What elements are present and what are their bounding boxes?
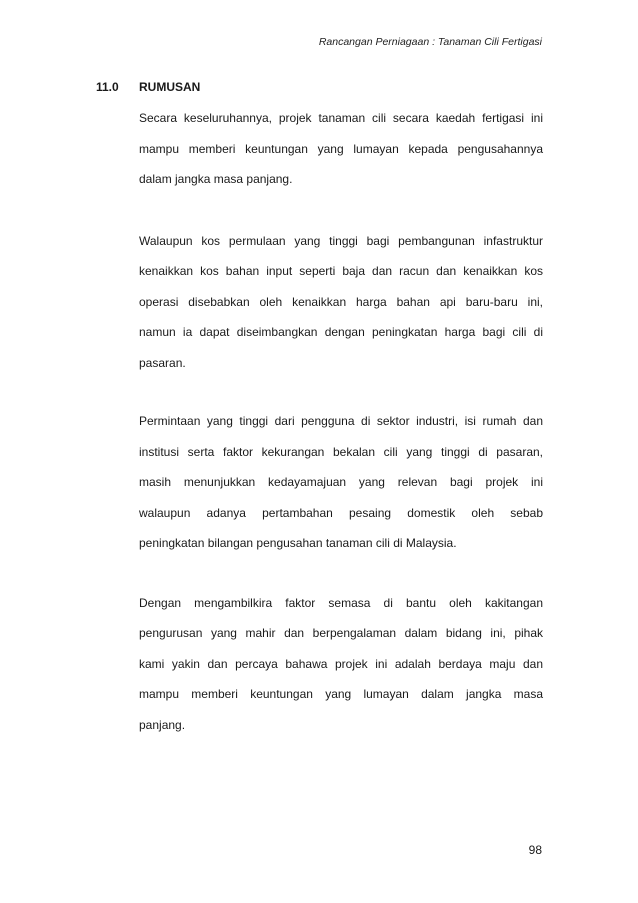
text-line: kenaikkan kos bahan input seperti baja dan racun dan kenaikkan kos bbox=[139, 264, 543, 278]
section-number: 11.0 bbox=[96, 80, 119, 94]
text-line: Walaupun kos permulaan yang tinggi bagi pembangunan infastruktur bbox=[139, 233, 543, 248]
text-line: Permintaan yang tinggi dari pengguna di sektor industri, isi rumah dan bbox=[139, 414, 543, 428]
text-line: masih menunjukkan kedayamajuan yang relevan bagi projek ini bbox=[139, 475, 543, 489]
text-line: pengurusan yang mahir dan berpengalaman dalam bidang ini, pihak bbox=[139, 626, 543, 640]
paragraph bbox=[139, 103, 543, 195]
text-line: peningkatan bilangan pengusahan tanaman cili di Malaysia. bbox=[139, 536, 457, 550]
text-line: mampu memberi keuntungan yang lumayan kepada pengusahannya bbox=[139, 141, 543, 156]
paragraph bbox=[139, 226, 543, 379]
section-title: RUMUSAN bbox=[139, 80, 201, 94]
paragraph bbox=[139, 406, 543, 559]
paragraph bbox=[139, 588, 543, 741]
text-line: dalam jangka masa panjang. bbox=[139, 172, 293, 186]
text-line: walaupun adanya pertambahan pesaing domestik oleh sebab bbox=[139, 505, 543, 520]
text-line: mampu memberi keuntungan yang lumayan dalam jangka masa bbox=[139, 687, 543, 701]
text-line: Dengan mengambilkira faktor semasa di bantu oleh kakitangan bbox=[139, 595, 543, 610]
running-header: Rancangan Perniagaan : Tanaman Cili Fertigasi bbox=[318, 36, 542, 48]
text-line: pasaran. bbox=[139, 355, 186, 370]
text-line: namun ia dapat diseimbangkan dengan peningkatan harga bagi cili di bbox=[139, 325, 543, 339]
text-line: panjang. bbox=[139, 717, 186, 732]
document-body bbox=[139, 103, 543, 770]
page-number: 98 bbox=[528, 843, 542, 857]
text-line: Secara keseluruhannya, projek tanaman cili secara kaedah fertigasi ini bbox=[139, 111, 543, 125]
text-line: institusi serta faktor kekurangan bekalan cili yang tinggi di pasaran, bbox=[139, 444, 543, 459]
text-line: kami yakin dan percaya bahawa projek ini adalah berdaya maju dan bbox=[139, 656, 543, 671]
text-line: operasi disebabkan oleh kenaikkan harga bahan api baru-baru ini, bbox=[139, 294, 543, 309]
